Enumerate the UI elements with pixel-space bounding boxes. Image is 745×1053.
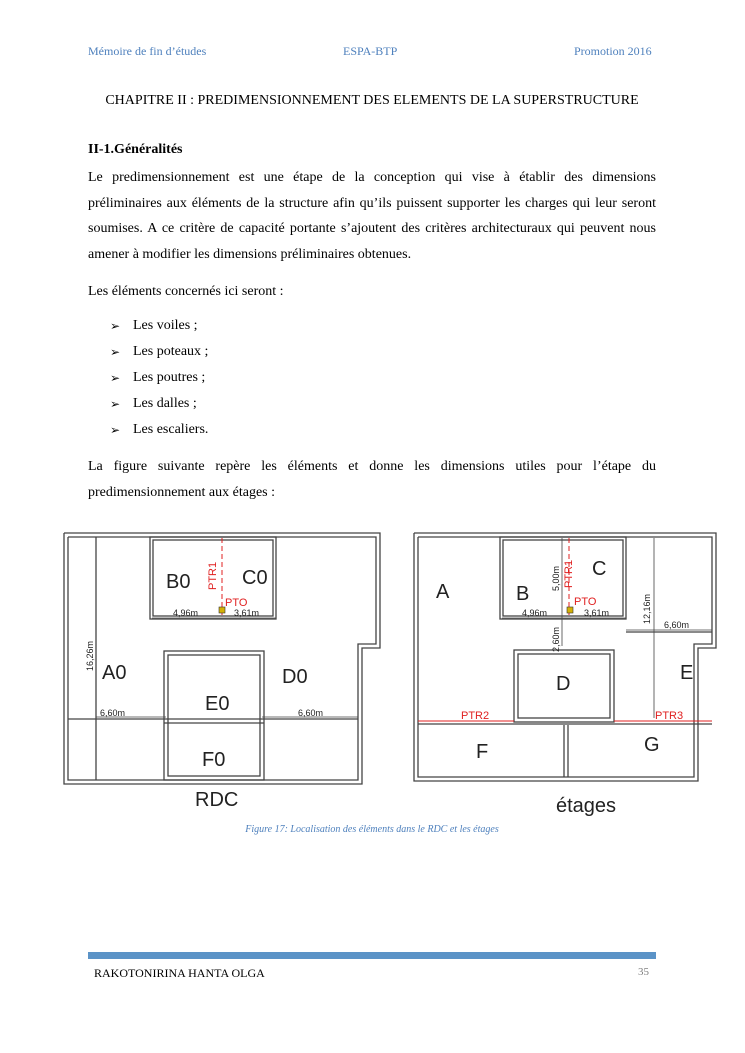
- rdc-label: RDC: [195, 789, 239, 811]
- dimension-label: 16,26m: [85, 640, 95, 671]
- elements-list: [110, 316, 208, 446]
- footer-bar: [88, 952, 656, 959]
- room-label: B: [516, 583, 530, 605]
- pto-label: PTO: [574, 596, 597, 608]
- room-label: F: [476, 741, 489, 763]
- ptr3-label: PTR3: [655, 710, 684, 722]
- room-label: A: [436, 581, 450, 603]
- dimension-label: 12,16m: [642, 593, 652, 624]
- dimension-label: 4,96m: [173, 608, 199, 618]
- arrowhead-bullet-icon: ➢: [110, 345, 121, 359]
- arrowhead-bullet-icon: ➢: [110, 319, 121, 333]
- dimension-label: 3,61m: [234, 608, 260, 618]
- list-item: ➢ Les escaliers.: [110, 420, 208, 446]
- header-center: ESPA-BTP: [343, 44, 398, 58]
- figure-caption: Figure 17: Localisation des éléments dans le RDC et les étages: [245, 824, 499, 835]
- room-label: B0: [166, 571, 191, 593]
- elements-intro: Les éléments concernés ici seront :: [88, 284, 284, 299]
- list-item: ➢ Les poteaux ;: [110, 342, 208, 368]
- footer-author: RAKOTONIRINA HANTA OLGA: [94, 966, 265, 980]
- arrowhead-bullet-icon: ➢: [110, 423, 121, 437]
- arrowhead-bullet-icon: ➢: [110, 371, 121, 385]
- section-heading: II-1.Généralités: [88, 142, 183, 157]
- room-label: C: [592, 558, 607, 580]
- list-item: ➢ Les voiles ;: [110, 316, 208, 342]
- dimension-label: 6,60m: [664, 620, 690, 630]
- room-label: D: [556, 673, 571, 695]
- dimension-label: 4,96m: [522, 608, 548, 618]
- intro-paragraph: Le predimensionnement est une étape de la conception qui vise à établir des dimensions préliminaires aux éléments de la structure afin qu’ils puissent supporter les charges qui leur seront soumises. A ce critère de capacité portante s’ajoutent des critères architecturaux qui peuvent nous amener à modifier les dimensions préliminaires obtenues.: [88, 170, 656, 262]
- rdc-floor-plan: [62, 528, 382, 818]
- ptr1-label: PTR1: [207, 561, 219, 590]
- arrowhead-bullet-icon: ➢: [110, 397, 121, 411]
- etages-label: étages: [556, 795, 617, 817]
- dimension-label: 2,60m: [551, 626, 561, 652]
- dimension-label: 3,61m: [584, 608, 610, 618]
- etages-floor-plan: [412, 528, 720, 823]
- header-right: Promotion 2016: [574, 44, 652, 58]
- room-label: C0: [242, 567, 268, 589]
- header-left: Mémoire de fin d’études: [88, 44, 207, 58]
- pto-column-marker: [567, 607, 573, 613]
- figure-intro: La figure suivante repère les éléments et donne les dimensions utiles pour l’étape du predimensionnement aux étages :: [88, 459, 656, 500]
- room-label: G: [644, 734, 660, 756]
- ptr1-label: PTR1: [563, 559, 575, 588]
- pto-label: PTO: [225, 597, 248, 609]
- room-label: D0: [282, 666, 308, 688]
- room-label: A0: [102, 662, 127, 684]
- ptr2-label: PTR2: [461, 710, 490, 722]
- dimension-label: 6,60m: [298, 708, 324, 718]
- room-label: E0: [205, 693, 230, 715]
- dimension-label: 6,60m: [100, 708, 126, 718]
- chapter-title: CHAPITRE II : PREDIMENSIONNEMENT DES ELEMENTS DE LA SUPERSTRUCTURE: [105, 93, 639, 108]
- list-item: ➢ Les poutres ;: [110, 368, 208, 394]
- list-item: ➢ Les dalles ;: [110, 394, 208, 420]
- page-number: 35: [638, 966, 649, 978]
- room-label: F0: [202, 749, 226, 771]
- dimension-label: 5,00m: [551, 565, 561, 591]
- room-label: E: [680, 662, 694, 684]
